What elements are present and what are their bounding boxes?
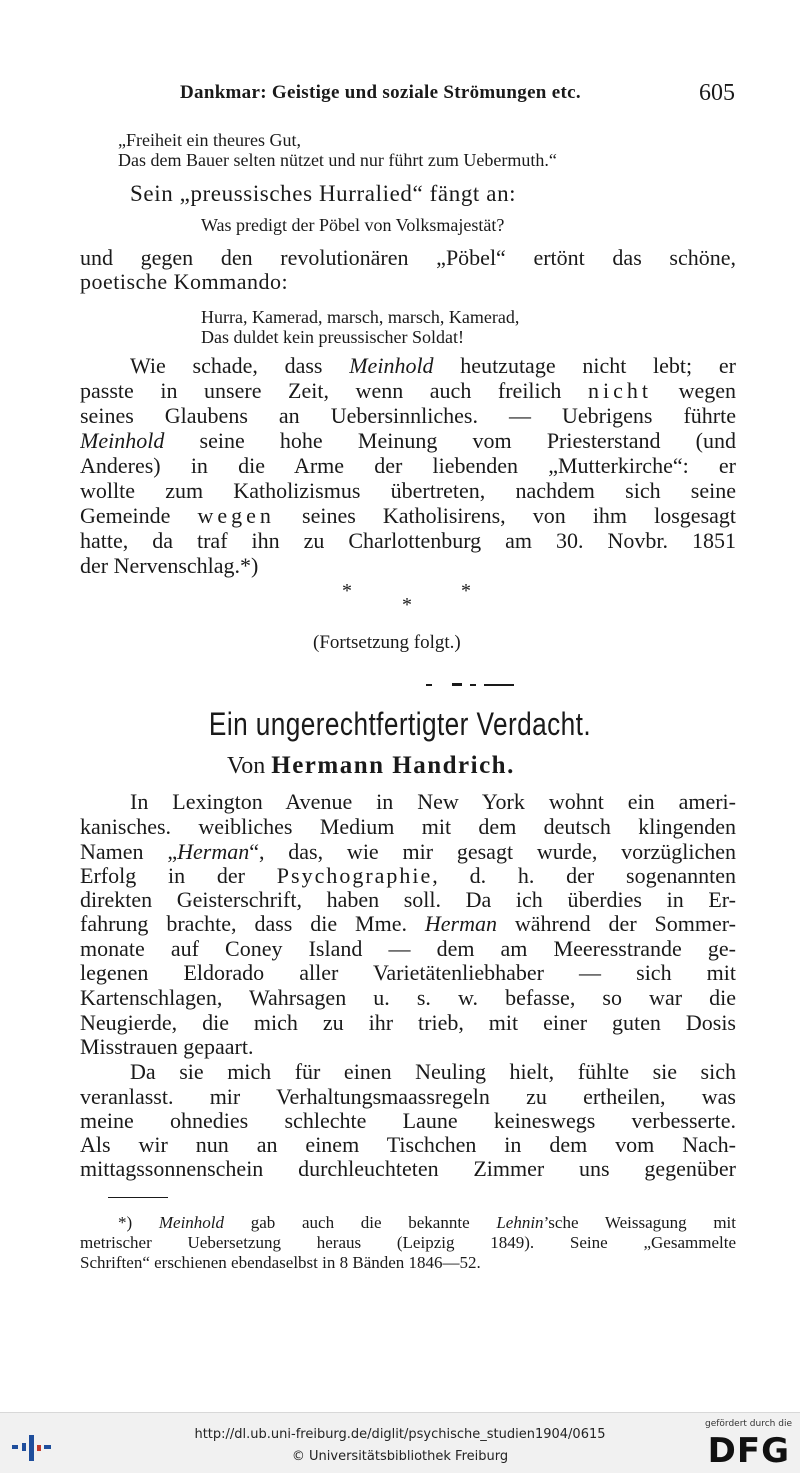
- verse-line: Hurra, Kamerad, marsch, marsch, Kamerad,: [201, 307, 520, 327]
- divider-ornament: [484, 684, 514, 686]
- verse-line: Das dem Bauer selten nützet und nur führt zum Uebermuth.“: [118, 150, 557, 170]
- asterism-star: *: [342, 580, 352, 602]
- paragraph-line: seines Glaubens an Uebersinnliches. — Uebrigens führte: [80, 404, 736, 428]
- paragraph-line: fahrung brachte, dass die Mme. Herman während der Sommer-: [80, 912, 736, 936]
- paragraph-line: Anderes) in die Arme der liebenden „Mutterkirche“: er: [80, 454, 736, 478]
- footnote-rule: [108, 1197, 168, 1198]
- paragraph-line: veranlasst. mir Verhaltungsmaassregeln zu ertheilen, was: [80, 1085, 736, 1109]
- article-title-wrap: [150, 706, 650, 743]
- divider-ornament: [470, 684, 476, 686]
- paragraph-line: Erfolg in der Psychographie, d. h. der sogenannten: [80, 864, 736, 888]
- hurralied-line: Sein „preussisches Hurralied“ fängt an:: [130, 181, 517, 206]
- paragraph-line: Da sie mich für einen Neuling hielt, fühlte sie sich: [130, 1060, 736, 1084]
- article-byline: Von Hermann Handrich.: [227, 752, 515, 779]
- paragraph-line: In Lexington Avenue in New York wohnt ein ameri-: [130, 790, 736, 814]
- copyright-notice: © Universitätsbibliothek Freiburg: [291, 1449, 509, 1464]
- paragraph-line: Gemeinde wegen seines Katholisirens, von ihm losgesagt: [80, 504, 736, 528]
- paragraph-line: Neugierde, die mich zu ihr trieb, mit einer guten Dosis: [80, 1011, 736, 1035]
- paragraph-line: Wie schade, dass Meinhold heutzutage nicht lebt; er: [130, 354, 736, 378]
- paragraph-line: monate auf Coney Island — dem am Meeresstrande ge-: [80, 937, 736, 961]
- asterism-star: *: [461, 580, 471, 602]
- paragraph-line: passte in unsere Zeit, wenn auch freilich nicht wegen: [80, 379, 736, 403]
- running-title: Dankmar: Geistige und soziale Strömungen etc.: [180, 82, 581, 103]
- footnote-line: metrischer Uebersetzung heraus (Leipzig 1849). Seine „Gesammelte: [80, 1233, 736, 1252]
- paragraph-line: wollte zum Katholizismus übertreten, nachdem sich seine: [80, 479, 736, 503]
- paragraph-line: poetische Kommando:: [80, 270, 289, 294]
- paragraph-line: legenen Eldorado aller Varietätenliebhaber — sich mit: [80, 961, 736, 985]
- paragraph-line: Misstrauen gepaart.: [80, 1035, 254, 1059]
- verse-line: Das duldet kein preussischer Soldat!: [201, 327, 464, 347]
- paragraph-line: mittagssonnenschein durchleuchteten Zimmer uns gegenüber: [80, 1157, 736, 1181]
- footnote-line: *) Meinhold gab auch die bekannte Lehnin’sche Weissagung mit: [118, 1213, 736, 1232]
- paragraph-line: kanisches. weibliches Medium mit dem deutsch klingenden: [80, 815, 736, 839]
- paragraph-line: Meinhold seine hohe Meinung vom Priesterstand (und: [80, 429, 736, 453]
- footnote-line: Schriften“ erschienen ebendaselbst in 8 Bänden 1846—52.: [80, 1253, 481, 1272]
- asterism-star: *: [402, 594, 412, 616]
- continued-note: (Fortsetzung folgt.): [313, 632, 461, 653]
- paragraph-line: Kartenschlagen, Wahrsagen u. s. w. befasse, so war die: [80, 986, 736, 1010]
- dfg-logo: DFG: [707, 1431, 790, 1471]
- paragraph-line: der Nervenschlag.*): [80, 554, 259, 578]
- source-url-link[interactable]: http://dl.ub.uni-freiburg.de/diglit/psychische_studien1904/0615: [194, 1427, 606, 1442]
- page-number: 605: [699, 80, 735, 106]
- paragraph-line: und gegen den revolutionären „Pöbel“ ertönt das schöne,: [80, 246, 736, 270]
- funder-note: gefördert durch die: [705, 1419, 792, 1429]
- viewer-footer: [0, 1412, 800, 1473]
- paragraph-line: Namen „Herman“, das, wie mir gesagt wurde, vorzüglichen: [80, 840, 736, 864]
- paragraph-line: hatte, da traf ihn zu Charlottenburg am 30. Novbr. 1851: [80, 529, 736, 553]
- paragraph-line: direkten Geisterschrift, haben soll. Da ich überdies in Er-: [80, 888, 736, 912]
- divider-ornament: [426, 684, 432, 686]
- divider-ornament: [452, 683, 462, 686]
- article-title: Ein ungerechtfertigter Verdacht.: [208, 706, 592, 742]
- quote-poebel: Was predigt der Pöbel von Volksmajestät?: [201, 215, 505, 235]
- paragraph-line: Als wir nun an einem Tischchen in dem vom Nach-: [80, 1133, 736, 1157]
- verse-line: „Freiheit ein theures Gut,: [118, 130, 301, 150]
- paragraph-line: meine ohnedies schlechte Laune keineswegs verbesserte.: [80, 1109, 736, 1133]
